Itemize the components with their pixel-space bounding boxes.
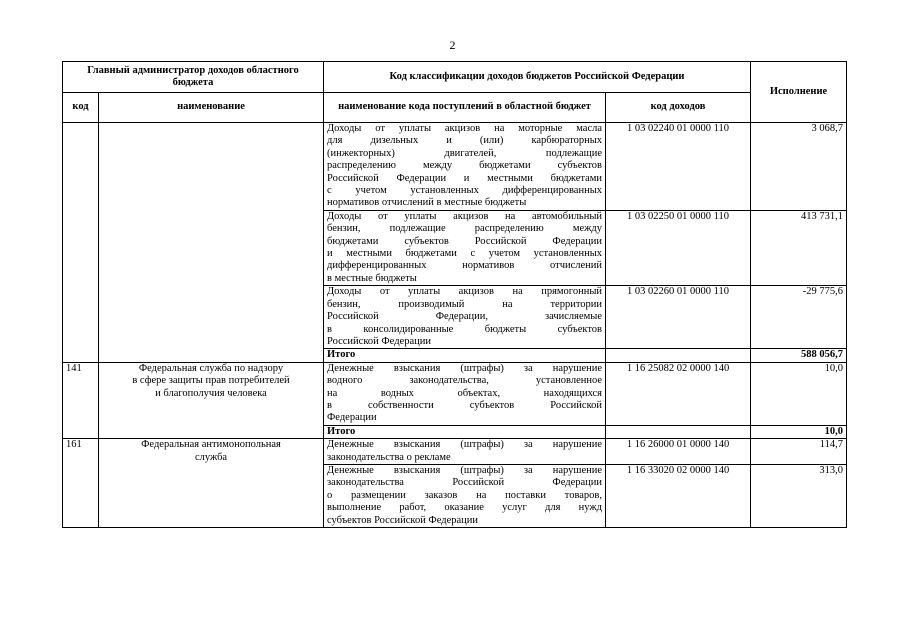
table-row — [63, 362, 847, 425]
execution-value-cell: -29 775,6 — [751, 286, 847, 349]
income-code-cell: 1 03 02250 01 0000 110 — [606, 210, 751, 285]
execution-value-cell: 413 731,1 — [751, 210, 847, 285]
income-code-cell: 1 16 26000 01 0000 140 — [606, 439, 751, 465]
table-row — [63, 439, 847, 465]
income-code-cell: 1 03 02260 01 0000 110 — [606, 286, 751, 349]
header-name: наименование — [99, 93, 324, 123]
admin-name-cell: Федеральная антимонопольная служба — [99, 439, 324, 528]
execution-value-cell: 3 068,7 — [751, 123, 847, 211]
income-name-cell: Доходы от уплаты акцизов на автомобильный бензин, подлежащие распределению между бюджетами субъектов Российской Федерации и местными бюджетами с учетом установленных дифференцированных нормативов отчислений в местные бюджеты — [324, 210, 606, 285]
total-value: 588 056,7 — [751, 349, 847, 362]
budget-table — [62, 61, 847, 528]
income-name-cell: Доходы от уплаты акцизов на прямогонный бензин, производимый на территории Российской Федерации, зачисляемые в консолидированные бюджеты субъектов Российской Федерации — [324, 286, 606, 349]
admin-code-cell: 161 — [63, 439, 99, 528]
header-execution: Исполнение — [751, 62, 847, 123]
admin-code-cell — [63, 123, 99, 363]
admin-code-cell: 141 — [63, 362, 99, 438]
header-classification-group: Код классификации доходов бюджетов Российской Федерации — [324, 62, 751, 93]
total-code-cell — [606, 349, 751, 362]
income-code-cell: 1 16 25082 02 0000 140 — [606, 362, 751, 425]
header-code: код — [63, 93, 99, 123]
income-code-cell: 1 03 02240 01 0000 110 — [606, 123, 751, 211]
admin-name-cell — [99, 123, 324, 363]
admin-name-cell: Федеральная служба по надзору в сфере защиты прав потребителей и благополучия человека — [99, 362, 324, 438]
page-number: 2 — [449, 38, 456, 52]
total-code-cell — [606, 425, 751, 438]
header-admin-group: Главный администратор доходов областного бюджета — [63, 62, 324, 93]
income-name-cell: Денежные взыскания (штрафы) за нарушение законодательства Российской Федерации о размещении заказов на поставки товаров, выполнение работ, оказание услуг для нужд субъектов Российской Федерации — [324, 464, 606, 527]
income-name-cell: Денежные взыскания (штрафы) за нарушение законодательства о рекламе — [324, 439, 606, 465]
table-row — [63, 123, 847, 211]
income-name-cell: Денежные взыскания (штрафы) за нарушение водного законодательства, установленное на водных объектах, находящихся в собственности субъектов Российской Федерации — [324, 362, 606, 425]
income-code-cell: 1 16 33020 02 0000 140 — [606, 464, 751, 527]
execution-value-cell: 114,7 — [751, 439, 847, 465]
total-value: 10,0 — [751, 425, 847, 438]
execution-value-cell: 313,0 — [751, 464, 847, 527]
execution-value-cell: 10,0 — [751, 362, 847, 425]
header-income-name: наименование кода поступлений в областной бюджет — [324, 93, 606, 123]
income-name-cell: Доходы от уплаты акцизов на моторные масла для дизельных и (или) карбюраторных (инжекторных) двигателей, подлежащие распределению между бюджетами субъектов Российской Федерации и местными бюджетами с учетом установленных дифференцированных нормативов отчислений в местные бюджеты — [324, 123, 606, 211]
total-label: Итого — [324, 425, 606, 438]
total-label: Итого — [324, 349, 606, 362]
header-income-code: код доходов — [606, 93, 751, 123]
